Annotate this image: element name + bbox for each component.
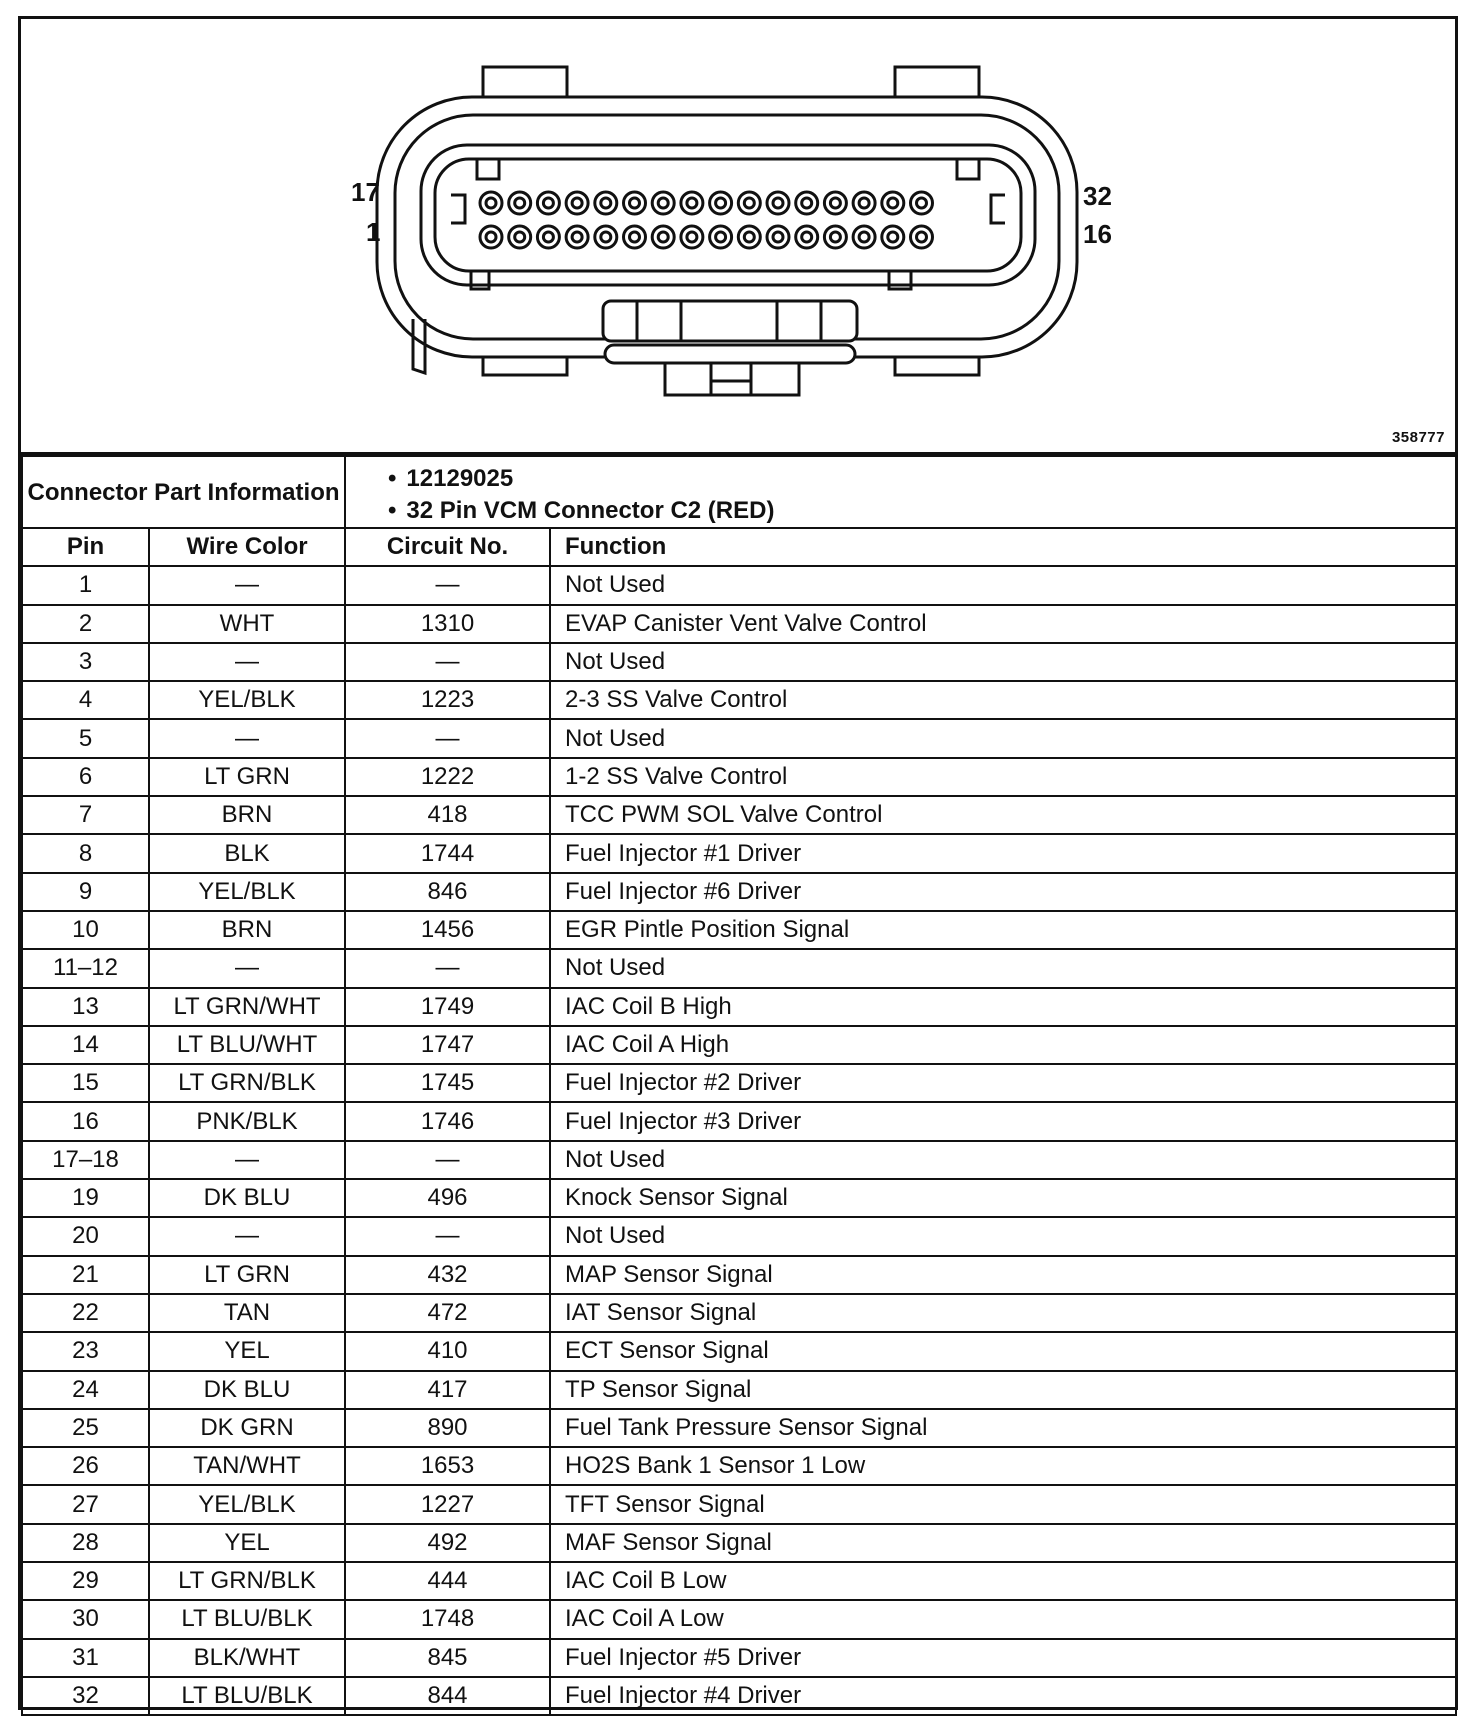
pin-hole-inner [658,232,668,242]
table-row [22,949,1456,987]
cell-circuit: 410 [345,1332,550,1370]
cell-wire-color: BLK/WHT [149,1639,345,1677]
cell-wire-color: TAN [149,1294,345,1332]
pin-label-32: 32 [1083,181,1112,211]
cell-function: Fuel Injector #2 Driver [550,1064,1456,1102]
cell-function: Not Used [550,1217,1456,1255]
table-row [22,988,1456,1026]
cell-pin: 32 [22,1677,149,1715]
cell-circuit: 1745 [345,1064,550,1102]
cell-circuit: 845 [345,1639,550,1677]
header-circuit: Circuit No. [345,528,550,566]
table-row [22,1332,1456,1370]
cell-circuit: — [345,566,550,604]
cell-function: Fuel Injector #4 Driver [550,1677,1456,1715]
cell-circuit: 472 [345,1294,550,1332]
cell-circuit: 1747 [345,1026,550,1064]
header-pin: Pin [22,528,149,566]
pin-label-1: 1 [366,217,381,247]
pin-hole-inner [543,232,553,242]
cell-pin: 10 [22,911,149,949]
cell-function: IAC Coil A High [550,1026,1456,1064]
cell-pin: 19 [22,1179,149,1217]
pin-hole-inner [888,198,898,208]
pin-hole-inner [716,232,726,242]
pin-hole-inner [515,232,525,242]
cell-wire-color: — [149,566,345,604]
cell-circuit: — [345,949,550,987]
cell-wire-color: — [149,1217,345,1255]
table-row [22,566,1456,604]
cell-circuit: 844 [345,1677,550,1715]
cell-pin: 8 [22,834,149,872]
figure-id: 358777 [1391,429,1445,446]
cell-circuit: — [345,643,550,681]
cell-function: Fuel Tank Pressure Sensor Signal [550,1409,1456,1447]
pin-hole-inner [773,198,783,208]
table-row [22,1294,1456,1332]
pin-hole-inner [917,198,927,208]
connector-diagram [21,19,1455,455]
cell-circuit: 846 [345,873,550,911]
header-wire-color: Wire Color [149,528,345,566]
cell-circuit: 1749 [345,988,550,1026]
table-row [22,1064,1456,1102]
cell-function: MAP Sensor Signal [550,1256,1456,1294]
pin-hole-inner [486,232,496,242]
cell-pin: 9 [22,873,149,911]
pin-hole-inner [802,232,812,242]
table-row [22,1217,1456,1255]
pin-hole-inner [716,198,726,208]
cell-wire-color: LT GRN [149,1256,345,1294]
pin-hole-inner [543,198,553,208]
pin-hole-inner [859,232,869,242]
table-row [22,719,1456,757]
cell-wire-color: — [149,643,345,681]
table-row [22,1102,1456,1140]
cell-wire-color: — [149,949,345,987]
cell-wire-color: BRN [149,796,345,834]
cell-pin: 13 [22,988,149,1026]
table-row [22,1409,1456,1447]
pin-hole-inner [744,198,754,208]
cell-wire-color: YEL [149,1332,345,1370]
cell-wire-color: — [149,1141,345,1179]
cell-circuit: 1223 [345,681,550,719]
pin-hole-inner [687,198,697,208]
cell-function: Fuel Injector #3 Driver [550,1102,1456,1140]
cell-circuit: 1227 [345,1485,550,1523]
cell-circuit: — [345,1217,550,1255]
pin-hole-inner [572,198,582,208]
connector-info-values [345,456,1456,528]
pin-label-17: 17 [351,177,380,207]
cell-circuit: 418 [345,796,550,834]
cell-wire-color: YEL/BLK [149,681,345,719]
pin-hole-inner [630,198,640,208]
pinout-table [21,455,1457,1716]
table-row [22,1524,1456,1562]
cell-function: Fuel Injector #6 Driver [550,873,1456,911]
cell-wire-color: PNK/BLK [149,1102,345,1140]
cell-circuit: — [345,1141,550,1179]
cell-wire-color: DK BLU [149,1371,345,1409]
cell-wire-color: TAN/WHT [149,1447,345,1485]
table-row [22,1447,1456,1485]
cell-pin: 27 [22,1485,149,1523]
cell-wire-color: BRN [149,911,345,949]
connector-drawing [21,19,1455,452]
pin-hole-inner [888,232,898,242]
pin-hole-inner [859,198,869,208]
cell-function: Fuel Injector #5 Driver [550,1639,1456,1677]
cell-circuit: 1748 [345,1600,550,1638]
table-row [22,911,1456,949]
pin-label-16: 16 [1083,219,1112,249]
cell-wire-color: LT GRN/BLK [149,1064,345,1102]
cell-function: 2-3 SS Valve Control [550,681,1456,719]
connector-description: • 32 Pin VCM Connector C2 (RED) [388,495,1455,527]
table-row [22,1639,1456,1677]
cell-pin: 16 [22,1102,149,1140]
cell-pin: 17–18 [22,1141,149,1179]
pin-hole-inner [802,198,812,208]
table-row [22,1677,1456,1715]
connector-sheet [18,16,1458,1710]
cell-wire-color: LT GRN/BLK [149,1562,345,1600]
cell-function: Knock Sensor Signal [550,1179,1456,1217]
cell-circuit: 496 [345,1179,550,1217]
pin-hole-inner [773,232,783,242]
table-row [22,1179,1456,1217]
pin-hole-inner [630,232,640,242]
cell-wire-color: YEL/BLK [149,873,345,911]
cell-function: Fuel Injector #1 Driver [550,834,1456,872]
cell-function: Not Used [550,719,1456,757]
table-row [22,643,1456,681]
cell-wire-color: BLK [149,834,345,872]
cell-function: IAC Coil B Low [550,1562,1456,1600]
cell-pin: 20 [22,1217,149,1255]
cell-circuit: 1310 [345,605,550,643]
part-number: • 12129025 [388,463,1455,495]
table-row [22,1371,1456,1409]
cell-circuit: 890 [345,1409,550,1447]
cell-function: MAF Sensor Signal [550,1524,1456,1562]
cell-wire-color: LT GRN [149,758,345,796]
cell-pin: 30 [22,1600,149,1638]
pin-hole-inner [830,198,840,208]
connector-info-row [22,456,1456,528]
cell-function: TP Sensor Signal [550,1371,1456,1409]
cell-function: Not Used [550,566,1456,604]
cell-wire-color: LT BLU/WHT [149,1026,345,1064]
cell-pin: 15 [22,1064,149,1102]
cell-circuit: 492 [345,1524,550,1562]
pin-hole-inner [917,232,927,242]
table-row [22,873,1456,911]
cell-function: IAC Coil A Low [550,1600,1456,1638]
pin-hole-inner [515,198,525,208]
table-row [22,1485,1456,1523]
cell-wire-color: LT BLU/BLK [149,1677,345,1715]
cell-function: EVAP Canister Vent Valve Control [550,605,1456,643]
cell-wire-color: WHT [149,605,345,643]
cell-circuit: — [345,719,550,757]
table-row [22,605,1456,643]
table-row [22,1026,1456,1064]
cell-function: TFT Sensor Signal [550,1485,1456,1523]
cell-function: TCC PWM SOL Valve Control [550,796,1456,834]
cell-function: Not Used [550,643,1456,681]
cell-circuit: 417 [345,1371,550,1409]
cell-wire-color: — [149,719,345,757]
cell-pin: 23 [22,1332,149,1370]
cell-function: IAC Coil B High [550,988,1456,1026]
cell-function: ECT Sensor Signal [550,1332,1456,1370]
cell-wire-color: DK GRN [149,1409,345,1447]
table-row [22,834,1456,872]
cell-wire-color: DK BLU [149,1179,345,1217]
cell-function: HO2S Bank 1 Sensor 1 Low [550,1447,1456,1485]
cell-pin: 2 [22,605,149,643]
cell-function: Not Used [550,1141,1456,1179]
cell-function: IAT Sensor Signal [550,1294,1456,1332]
cell-pin: 26 [22,1447,149,1485]
cell-function: Not Used [550,949,1456,987]
pin-hole-inner [830,232,840,242]
cell-pin: 21 [22,1256,149,1294]
cell-circuit: 1222 [345,758,550,796]
cell-function: 1-2 SS Valve Control [550,758,1456,796]
cell-pin: 28 [22,1524,149,1562]
cell-pin: 3 [22,643,149,681]
cell-circuit: 1653 [345,1447,550,1485]
table-row [22,681,1456,719]
cell-pin: 7 [22,796,149,834]
cell-wire-color: LT BLU/BLK [149,1600,345,1638]
cell-pin: 5 [22,719,149,757]
header-function: Function [550,528,1456,566]
cell-pin: 11–12 [22,949,149,987]
table-row [22,796,1456,834]
cell-circuit: 1456 [345,911,550,949]
cell-circuit: 1746 [345,1102,550,1140]
table-row [22,1562,1456,1600]
table-header-row [22,528,1456,566]
table-row [22,1256,1456,1294]
cell-pin: 6 [22,758,149,796]
pin-hole-inner [601,198,611,208]
cell-circuit: 1744 [345,834,550,872]
cell-pin: 31 [22,1639,149,1677]
cell-circuit: 444 [345,1562,550,1600]
cell-wire-color: LT GRN/WHT [149,988,345,1026]
cell-pin: 1 [22,566,149,604]
cell-pin: 22 [22,1294,149,1332]
cell-wire-color: YEL/BLK [149,1485,345,1523]
cell-wire-color: YEL [149,1524,345,1562]
cell-function: EGR Pintle Position Signal [550,911,1456,949]
pin-hole-inner [658,198,668,208]
cell-pin: 25 [22,1409,149,1447]
pin-hole-inner [687,232,697,242]
pin-hole-inner [572,232,582,242]
cell-pin: 4 [22,681,149,719]
connector-info-label: Connector Part Information [22,456,345,528]
pin-hole-inner [744,232,754,242]
pin-hole-inner [486,198,496,208]
cell-pin: 29 [22,1562,149,1600]
table-row [22,1600,1456,1638]
cell-circuit: 432 [345,1256,550,1294]
table-row [22,1141,1456,1179]
cell-pin: 14 [22,1026,149,1064]
pin-hole-inner [601,232,611,242]
table-row [22,758,1456,796]
cell-pin: 24 [22,1371,149,1409]
